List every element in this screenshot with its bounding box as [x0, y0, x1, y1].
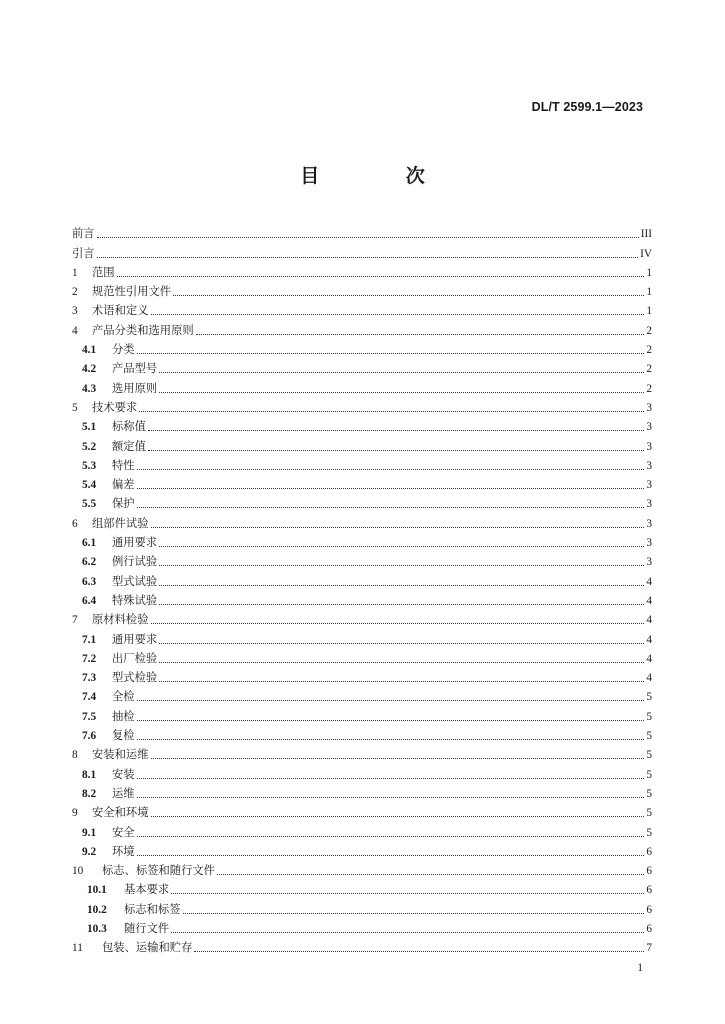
toc-entry-page: 3 [646, 479, 652, 492]
toc-entry-label: 技术要求 [92, 400, 138, 414]
toc-entry-number: 11 [72, 942, 83, 955]
toc-entry-number: 5 [72, 401, 78, 414]
toc-entry-page: 5 [646, 768, 652, 781]
toc-entry-label: 产品型号 [112, 362, 158, 376]
toc-entry-page: 1 [646, 286, 652, 299]
toc-entry-page: 3 [646, 421, 652, 434]
toc-entry-number: 5.2 [82, 440, 97, 453]
toc-entry-page: 5 [646, 787, 652, 800]
toc-entry-number: 7.5 [82, 710, 97, 723]
dot-leader [137, 797, 644, 798]
toc-entry-page: 2 [646, 382, 652, 395]
table-of-contents [72, 222, 652, 955]
toc-entry-page: 4 [646, 594, 652, 607]
toc-entry[interactable] [72, 936, 652, 955]
toc-entry-number: 4.1 [82, 344, 97, 357]
toc-entry-page: 4 [646, 652, 652, 665]
toc-entry-number: 6 [72, 517, 78, 530]
toc-entry[interactable] [72, 782, 652, 801]
toc-entry-page: 7 [646, 942, 652, 955]
toc-entry-number: 9 [72, 807, 78, 820]
toc-entry-number: 6.3 [82, 575, 97, 588]
toc-entry-page: 2 [646, 324, 652, 337]
toc-entry-number: 1 [72, 266, 78, 279]
dot-leader [137, 739, 644, 740]
toc-entry-number: 4 [72, 324, 78, 337]
dot-leader [159, 546, 644, 547]
dot-leader [173, 295, 644, 296]
toc-entry[interactable] [72, 511, 652, 530]
toc-entry-label: 标志、标签和随行文件 [102, 864, 215, 878]
toc-entry-page: 2 [646, 363, 652, 376]
toc-entry-page: 3 [646, 556, 652, 569]
toc-entry-page: 4 [646, 672, 652, 685]
toc-entry[interactable] [72, 415, 652, 434]
dot-leader [159, 585, 644, 586]
dot-leader [137, 855, 644, 856]
toc-entry[interactable] [72, 357, 652, 376]
toc-entry-page: 5 [646, 691, 652, 704]
toc-entry-number: 4.3 [82, 382, 97, 395]
dot-leader [151, 623, 645, 624]
toc-entry[interactable] [72, 840, 652, 859]
dot-leader [137, 507, 644, 508]
toc-entry[interactable] [72, 550, 652, 569]
toc-entry-number: 8 [72, 749, 78, 762]
toc-entry-page: 3 [646, 537, 652, 550]
dot-leader [159, 565, 644, 566]
toc-entry-label: 偏差 [112, 478, 135, 492]
toc-entry-label: 规范性引用文件 [92, 285, 172, 299]
toc-entry-label: 引言 [72, 246, 95, 260]
toc-entry-page: 6 [646, 845, 652, 858]
toc-entry[interactable] [72, 222, 652, 241]
toc-entry-label: 组部件试验 [92, 516, 149, 530]
standard-code: DL/T 2599.1—2023 [531, 100, 643, 114]
toc-entry-number: 10 [72, 865, 84, 878]
dot-leader [159, 643, 644, 644]
toc-entry-number: 8.1 [82, 768, 97, 781]
toc-entry[interactable] [72, 280, 652, 299]
toc-entry-page: 5 [646, 807, 652, 820]
toc-entry-number: 7.3 [82, 672, 97, 685]
toc-entry-label: 产品分类和选用原则 [92, 323, 194, 337]
toc-entry-label: 标称值 [112, 420, 146, 434]
dot-leader [137, 488, 644, 489]
dot-leader [183, 913, 645, 914]
toc-entry[interactable] [72, 859, 652, 878]
dot-leader [139, 411, 644, 412]
dot-leader [137, 720, 644, 721]
toc-entry-number: 7.2 [82, 652, 97, 665]
toc-entry-number: 5.3 [82, 459, 97, 472]
dot-leader [148, 450, 644, 451]
toc-entry-page: 4 [646, 633, 652, 646]
toc-entry[interactable] [72, 492, 652, 511]
dot-leader [151, 758, 645, 759]
toc-entry-page: 2 [646, 344, 652, 357]
toc-entry-page: 3 [646, 440, 652, 453]
toc-entry[interactable] [72, 241, 652, 260]
toc-entry-number: 7.4 [82, 691, 97, 704]
toc-entry-number: 5.1 [82, 421, 97, 434]
toc-entry-label: 型式检验 [112, 671, 158, 685]
dot-leader [137, 469, 644, 470]
page-number: 1 [637, 962, 643, 974]
toc-entry[interactable] [72, 878, 652, 897]
toc-entry[interactable] [72, 820, 652, 839]
toc-entry-number: 7 [72, 614, 78, 627]
toc-entry-number: 8.2 [82, 787, 97, 800]
toc-entry[interactable] [72, 531, 652, 550]
dot-leader [151, 816, 645, 817]
toc-entry[interactable] [72, 685, 652, 704]
toc-entry[interactable] [72, 338, 652, 357]
toc-entry-label: 术语和定义 [92, 304, 149, 318]
toc-entry-label: 特殊试验 [112, 593, 158, 607]
toc-entry-label: 通用要求 [112, 632, 158, 646]
toc-entry[interactable] [72, 318, 652, 337]
dot-leader [151, 314, 645, 315]
toc-entry[interactable] [72, 627, 652, 646]
toc-entry-label: 前言 [72, 227, 95, 241]
toc-entry-page: 4 [646, 575, 652, 588]
toc-entry-label: 额定值 [112, 439, 146, 453]
toc-entry-number: 9.1 [82, 826, 97, 839]
toc-entry-label: 包装、运输和贮存 [102, 941, 193, 955]
toc-entry-label: 抽检 [112, 709, 135, 723]
dot-leader [194, 951, 644, 952]
toc-entry[interactable] [72, 762, 652, 781]
toc-entry-label: 通用要求 [112, 536, 158, 550]
dot-leader [117, 276, 644, 277]
toc-entry-label: 原材料检验 [92, 613, 149, 627]
toc-entry-page: III [640, 228, 652, 241]
dot-leader [171, 932, 644, 933]
dot-leader [148, 430, 644, 431]
toc-entry-number: 4.2 [82, 363, 97, 376]
dot-leader [137, 353, 644, 354]
toc-entry[interactable] [72, 569, 652, 588]
dot-leader [159, 681, 644, 682]
toc-entry[interactable] [72, 376, 652, 395]
toc-entry-label: 出厂检验 [112, 651, 158, 665]
toc-entry-page: 5 [646, 710, 652, 723]
toc-entry-number: 5.4 [82, 479, 97, 492]
dot-leader [97, 257, 638, 258]
toc-entry-page: 6 [646, 903, 652, 916]
page-title: 目 次 [300, 165, 465, 187]
toc-entry[interactable] [72, 608, 652, 627]
toc-entry-label: 标志和标签 [124, 902, 181, 916]
toc-entry[interactable] [72, 704, 652, 723]
toc-entry-page: 3 [646, 498, 652, 511]
toc-entry-page: 3 [646, 459, 652, 472]
toc-entry[interactable] [72, 647, 652, 666]
toc-entry-label: 复检 [112, 729, 135, 743]
toc-entry[interactable] [72, 396, 652, 415]
toc-entry-label: 安全和环境 [92, 806, 149, 820]
toc-entry-label: 范围 [92, 265, 115, 279]
toc-entry[interactable] [72, 454, 652, 473]
toc-entry[interactable] [72, 801, 652, 820]
toc-entry-page: 1 [646, 305, 652, 318]
toc-entry-number: 7.1 [82, 633, 97, 646]
dot-leader [151, 527, 645, 528]
toc-entry-label: 安装和运维 [92, 748, 149, 762]
toc-entry-label: 例行试验 [112, 555, 158, 569]
toc-entry[interactable] [72, 917, 652, 936]
dot-leader [137, 778, 644, 779]
toc-entry[interactable] [72, 589, 652, 608]
toc-entry-number: 9.2 [82, 845, 97, 858]
toc-entry-label: 全检 [112, 690, 135, 704]
toc-entry-label: 随行文件 [124, 921, 170, 935]
toc-entry-number: 7.6 [82, 730, 97, 743]
toc-entry[interactable] [72, 743, 652, 762]
toc-entry-page: 1 [646, 266, 652, 279]
toc-entry-page: 3 [646, 517, 652, 530]
toc-entry[interactable] [72, 897, 652, 916]
toc-entry[interactable] [72, 666, 652, 685]
toc-entry-number: 3 [72, 305, 78, 318]
dot-leader [137, 700, 644, 701]
toc-entry-label: 安全 [112, 825, 135, 839]
dot-leader [97, 237, 639, 238]
toc-entry-number: 6.1 [82, 537, 97, 550]
toc-entry[interactable] [72, 261, 652, 280]
toc-entry[interactable] [72, 724, 652, 743]
toc-entry-label: 环境 [112, 844, 135, 858]
toc-entry-label: 基本要求 [124, 883, 170, 897]
toc-entry-number: 6.4 [82, 594, 97, 607]
toc-entry-page: 5 [646, 826, 652, 839]
dot-leader [171, 893, 644, 894]
toc-entry-number: 5.5 [82, 498, 97, 511]
toc-entry-label: 特性 [112, 458, 135, 472]
toc-entry-label: 分类 [112, 343, 135, 357]
toc-entry-page: 6 [646, 865, 652, 878]
toc-entry-number: 10.2 [87, 903, 107, 916]
toc-entry-label: 型式试验 [112, 574, 158, 588]
dot-leader [159, 392, 644, 393]
toc-entry[interactable] [72, 434, 652, 453]
toc-entry-page: 4 [646, 614, 652, 627]
toc-entry-label: 保护 [112, 497, 135, 511]
toc-entry-number: 6.2 [82, 556, 97, 569]
dot-leader [217, 874, 644, 875]
dot-leader [159, 662, 644, 663]
dot-leader [196, 334, 644, 335]
dot-leader [137, 836, 644, 837]
toc-entry-number: 10.1 [87, 884, 107, 897]
toc-entry-page: 5 [646, 749, 652, 762]
toc-entry-page: IV [640, 247, 652, 260]
toc-entry-label: 选用原则 [112, 381, 158, 395]
toc-entry-page: 6 [646, 922, 652, 935]
toc-entry[interactable] [72, 299, 652, 318]
toc-entry-label: 安装 [112, 767, 135, 781]
toc-entry[interactable] [72, 473, 652, 492]
toc-entry-page: 5 [646, 730, 652, 743]
toc-entry-number: 10.3 [87, 922, 107, 935]
toc-entry-number: 2 [72, 286, 78, 299]
toc-entry-label: 运维 [112, 786, 135, 800]
dot-leader [159, 604, 644, 605]
toc-entry-page: 3 [646, 401, 652, 414]
toc-entry-page: 6 [646, 884, 652, 897]
dot-leader [159, 372, 644, 373]
